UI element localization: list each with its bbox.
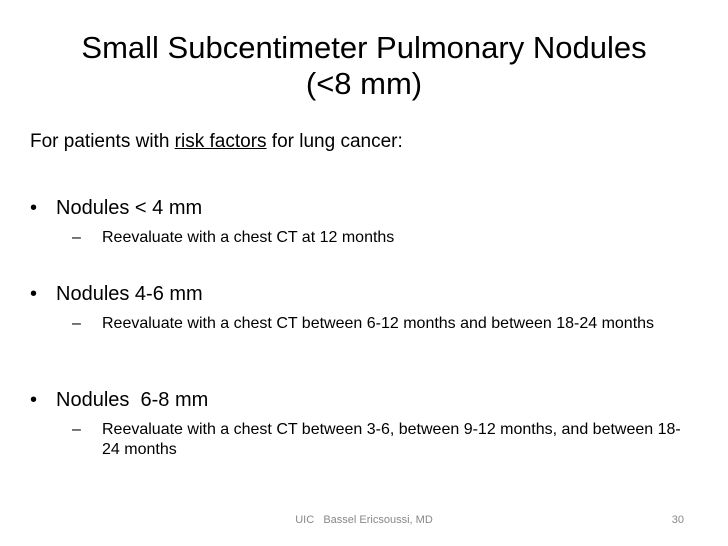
bullet-3-label: Nodules 6-8 mm bbox=[56, 389, 209, 411]
bullet-2-sub-marker: – bbox=[72, 315, 81, 332]
slide-title bbox=[20, 30, 708, 102]
slide-title-line-2: (<8 mm) bbox=[305, 66, 423, 101]
bullet-2-label: Nodules 4-6 mm bbox=[56, 283, 203, 305]
intro-underlined: risk factors bbox=[174, 131, 267, 152]
intro-text bbox=[30, 130, 403, 154]
bullet-3-sub bbox=[72, 420, 692, 460]
bullet-3 bbox=[30, 388, 208, 412]
bullet-3-sub-marker: – bbox=[72, 421, 81, 438]
footer-page-number: 30 bbox=[671, 514, 684, 526]
bullet-2-marker: • bbox=[30, 283, 38, 305]
bullet-1-sub-text: Reevaluate with a chest CT at 12 months bbox=[102, 229, 395, 246]
bullet-3-sub-text: Reevaluate with a chest CT between 3-6, between 9-12 months, and between 18-24 months bbox=[102, 421, 681, 458]
bullet-1-sub bbox=[72, 228, 692, 248]
bullet-2 bbox=[30, 282, 203, 306]
bullet-1-sub-marker: – bbox=[72, 229, 81, 246]
bullet-2-sub bbox=[72, 314, 692, 334]
intro-after: for lung cancer: bbox=[266, 131, 403, 152]
intro-before: For patients with bbox=[30, 131, 175, 152]
footer-author: UIC Bassel Ericsoussi, MD bbox=[295, 514, 433, 526]
slide-title-line-1: Small Subcentimeter Pulmonary Nodules bbox=[81, 30, 647, 65]
bullet-1-marker: • bbox=[30, 197, 38, 219]
bullet-2-sub-text: Reevaluate with a chest CT between 6-12 months and between 18-24 months bbox=[102, 315, 655, 332]
bullet-1 bbox=[30, 196, 202, 220]
bullet-1-label: Nodules < 4 mm bbox=[56, 197, 203, 219]
bullet-3-marker: • bbox=[30, 389, 38, 411]
